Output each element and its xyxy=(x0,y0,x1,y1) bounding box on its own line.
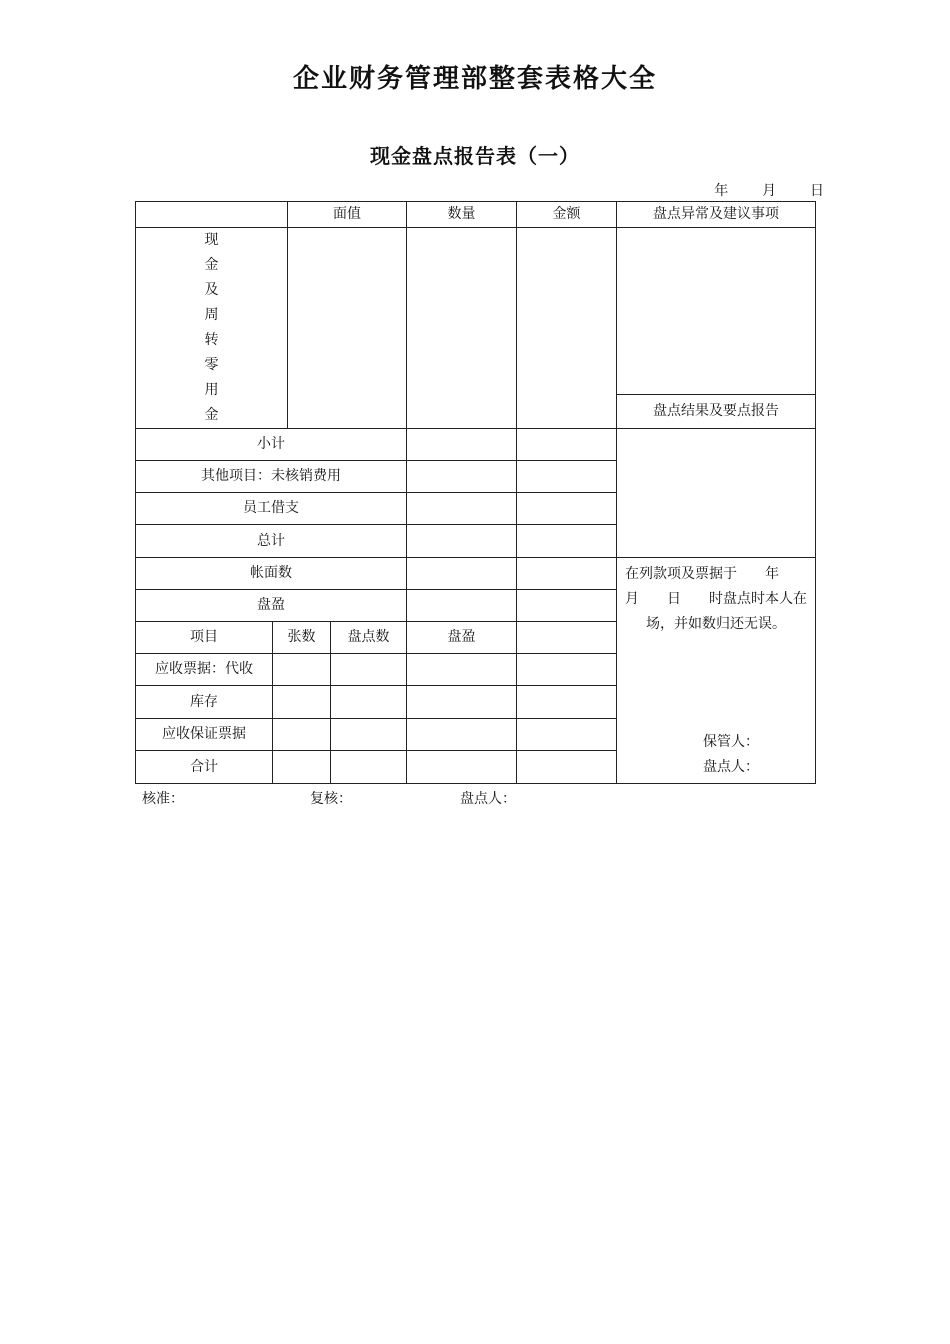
footer-counter-label: 盘点人： xyxy=(460,791,516,807)
cash-face-value-input[interactable] xyxy=(288,228,407,429)
total-label: 总计 xyxy=(136,525,407,558)
sub-header-sheets: 张数 xyxy=(273,622,331,654)
total-amount-input[interactable] xyxy=(517,525,617,558)
cash-vertical-label: 现金及周转零用金 xyxy=(204,232,219,423)
sum-surplus-input[interactable] xyxy=(407,751,517,784)
guarantee-notes-counted-input[interactable] xyxy=(331,719,407,751)
header-quantity: 数量 xyxy=(407,202,517,228)
sum-sheets-input[interactable] xyxy=(273,751,331,784)
surplus-amount-input[interactable] xyxy=(517,590,617,622)
total-quantity-input[interactable] xyxy=(407,525,517,558)
header-amount: 金额 xyxy=(517,202,617,228)
document-main-title: 企业财务管理部整套表格大全 xyxy=(292,64,657,94)
review-label: 复核： xyxy=(310,791,352,807)
sum-counted-input[interactable] xyxy=(331,751,407,784)
employee-advance-label: 员工借支 xyxy=(136,493,407,525)
date-year-label: 年 xyxy=(714,183,730,199)
approve-label: 核准： xyxy=(142,791,184,807)
receivable-notes-label: 应收票据：代收 xyxy=(136,654,273,686)
cash-amount-input[interactable] xyxy=(517,228,617,429)
book-amount-label: 帐面数 xyxy=(136,558,407,590)
exceptions-input[interactable] xyxy=(617,228,816,395)
result-header: 盘点结果及要点报告 xyxy=(617,394,816,428)
cash-count-table xyxy=(135,201,816,784)
header-face-value: 面值 xyxy=(288,202,407,228)
confirmation-cell xyxy=(617,558,816,784)
other-items-quantity-input[interactable] xyxy=(407,461,517,493)
sub-header-surplus: 盘盈 xyxy=(407,622,517,654)
confirmation-statement: 在列款项及票据于 年 月 日 时盘点时本人在场，并如数归还无误。 xyxy=(625,566,807,632)
surplus-label: 盘盈 xyxy=(136,590,407,622)
sum-extra-input[interactable] xyxy=(517,751,617,784)
inventory-label: 库存 xyxy=(136,686,273,719)
receivable-notes-extra-input[interactable] xyxy=(517,654,617,686)
subtotal-label: 小计 xyxy=(136,429,407,461)
other-items-amount-input[interactable] xyxy=(517,461,617,493)
receivable-notes-sheets-input[interactable] xyxy=(273,654,331,686)
inventory-counted-input[interactable] xyxy=(331,686,407,719)
sub-header-blank xyxy=(517,622,617,654)
form-title: 现金盘点报告表（一） xyxy=(370,144,580,168)
sub-header-counted: 盘点数 xyxy=(331,622,407,654)
inventory-sheets-input[interactable] xyxy=(273,686,331,719)
custodian-label: 保管人： xyxy=(703,734,759,750)
other-items-label: 其他项目：未核销费用 xyxy=(136,461,407,493)
inventory-extra-input[interactable] xyxy=(517,686,617,719)
cash-quantity-input[interactable] xyxy=(407,228,517,429)
sum-label: 合计 xyxy=(136,751,273,784)
employee-advance-quantity-input[interactable] xyxy=(407,493,517,525)
receivable-notes-counted-input[interactable] xyxy=(331,654,407,686)
subtotal-amount-input[interactable] xyxy=(517,429,617,461)
sub-header-item: 项目 xyxy=(136,622,273,654)
counter-label: 盘点人： xyxy=(703,759,759,775)
employee-advance-amount-input[interactable] xyxy=(517,493,617,525)
guarantee-notes-surplus-input[interactable] xyxy=(407,719,517,751)
inventory-surplus-input[interactable] xyxy=(407,686,517,719)
date-line xyxy=(714,180,825,200)
receivable-notes-surplus-input[interactable] xyxy=(407,654,517,686)
date-day-label: 日 xyxy=(810,183,825,199)
cash-label-cell xyxy=(136,228,288,429)
surplus-quantity-input[interactable] xyxy=(407,590,517,622)
guarantee-notes-label: 应收保证票据 xyxy=(136,719,273,751)
book-amount-amount-input[interactable] xyxy=(517,558,617,590)
date-month-label: 月 xyxy=(762,183,778,199)
guarantee-notes-sheets-input[interactable] xyxy=(273,719,331,751)
guarantee-notes-extra-input[interactable] xyxy=(517,719,617,751)
result-report-input[interactable] xyxy=(617,429,816,558)
book-amount-quantity-input[interactable] xyxy=(407,558,517,590)
header-blank-cell xyxy=(136,202,288,228)
header-exceptions: 盘点异常及建议事项 xyxy=(617,202,816,228)
subtotal-quantity-input[interactable] xyxy=(407,429,517,461)
